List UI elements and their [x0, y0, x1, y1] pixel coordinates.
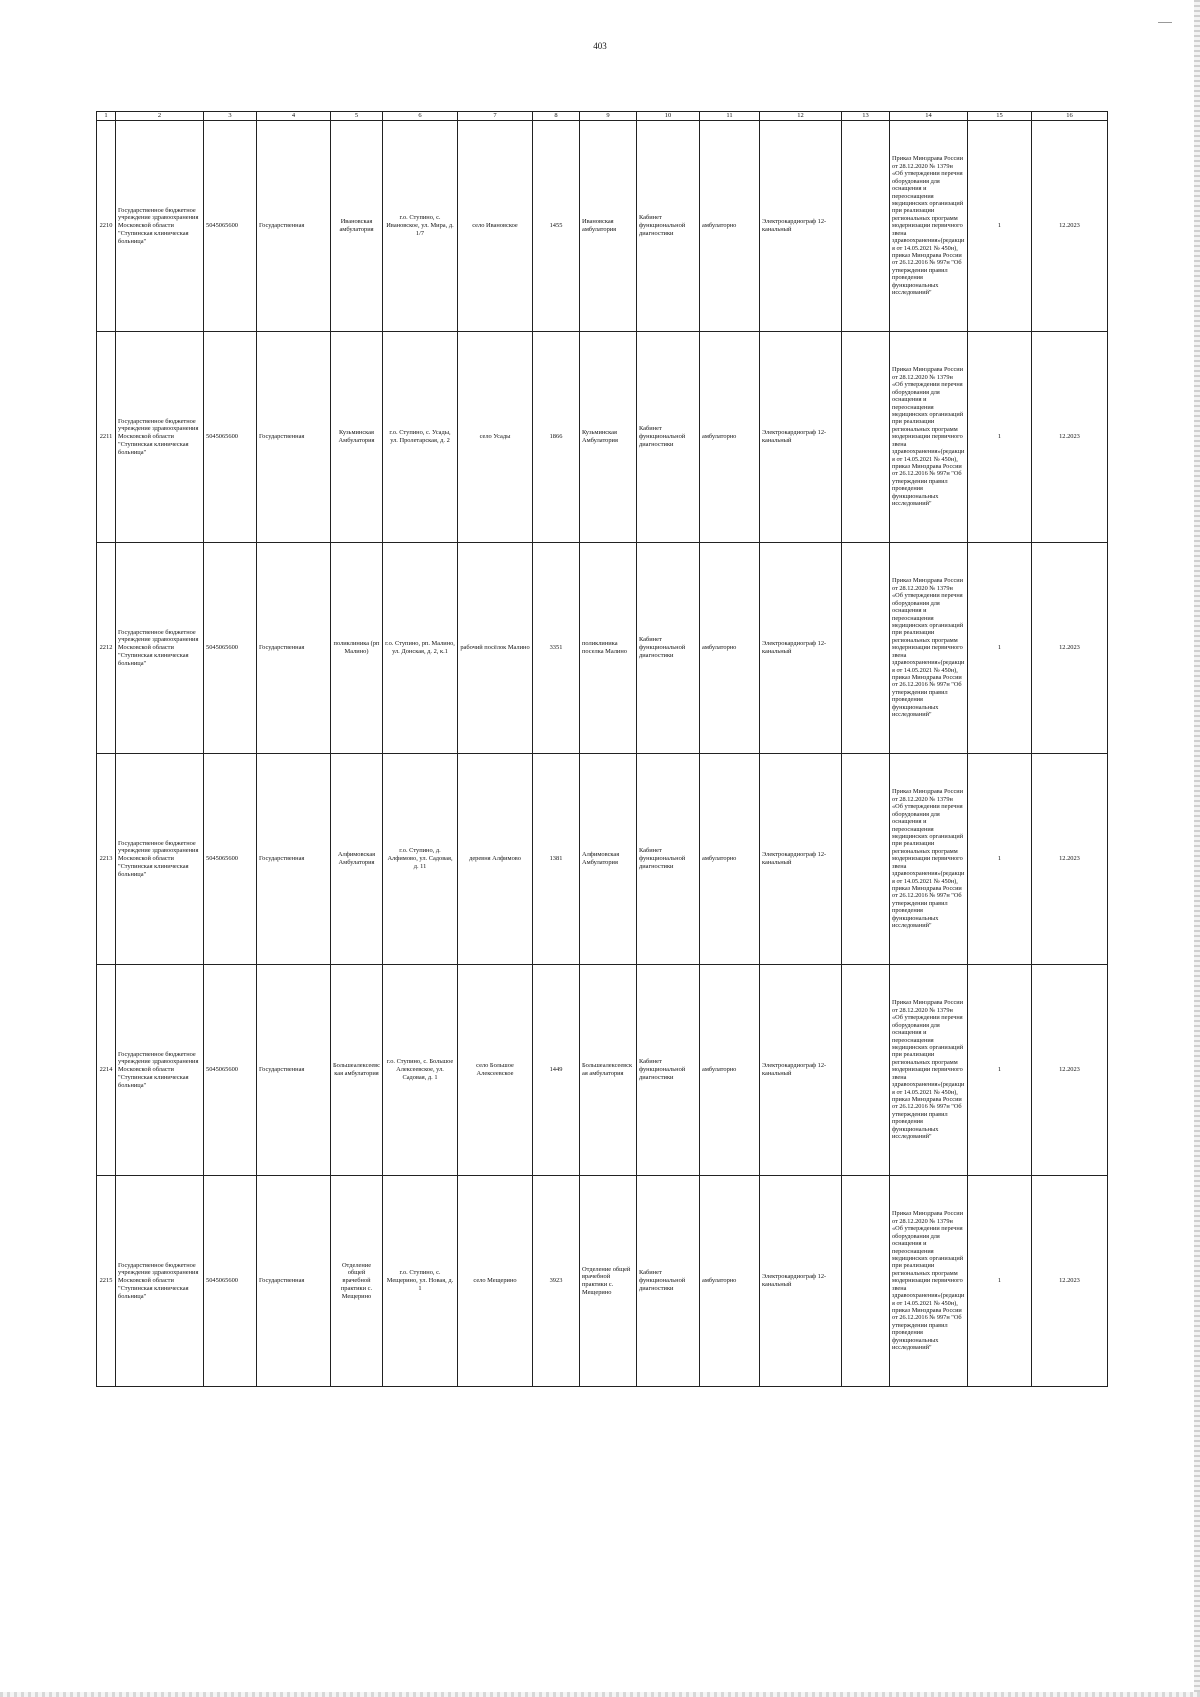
- inn-cell: 5045065600: [204, 965, 257, 1176]
- empty-cell: [842, 332, 890, 543]
- equipment-cell: Электрокардиограф 12-канальный: [760, 543, 842, 754]
- settlement-cell: село Мещерино: [458, 1176, 533, 1387]
- empty-cell: [842, 965, 890, 1176]
- population-cell: 3923: [533, 1176, 580, 1387]
- row-number-cell: 2215: [97, 1176, 116, 1387]
- scan-bottom-artifact: [0, 1692, 1200, 1697]
- ownership-cell: Государственная: [257, 965, 331, 1176]
- legal-basis-cell: Приказ Минздрава России от 28.12.2020 № 1379н «Об утверждении перечня оборудования для оснащения и переоснащения медицинских организаций при реализации региональных программ модернизации первичного звена здравоохранения»(редакция от 14.05.2021 № 450н), приказ Минздрава России от 26.12.2016 № 997н "Об утверждении правил проведения функциональных исследований": [890, 1176, 968, 1387]
- column-number-header: 7: [458, 112, 533, 121]
- equipment-cell: Электрокардиограф 12-канальный: [760, 332, 842, 543]
- column-number-header: 12: [760, 112, 842, 121]
- population-cell: 1449: [533, 965, 580, 1176]
- scan-edge-artifact: [1194, 0, 1200, 1697]
- address-cell: г.о. Ступино, рп. Малино, ул. Донская, д. 2, к.1: [383, 543, 458, 754]
- equipment-register-table: [96, 111, 1108, 1387]
- population-cell: 3351: [533, 543, 580, 754]
- table-row: [97, 543, 1108, 754]
- care-type-cell: амбулаторно: [700, 121, 760, 332]
- scan-corner-mark: [1158, 22, 1172, 23]
- population-cell: 1866: [533, 332, 580, 543]
- care-type-cell: амбулаторно: [700, 754, 760, 965]
- column-number-header: 14: [890, 112, 968, 121]
- column-number-header: 4: [257, 112, 331, 121]
- room-cell: Кабинет функциональной диагностики: [637, 543, 700, 754]
- settlement-cell: село Ивановское: [458, 121, 533, 332]
- unit-cell: Ивановская амбулатория: [331, 121, 383, 332]
- address-cell: г.о. Ступино, с. Ивановское, ул. Мира, д. 1/7: [383, 121, 458, 332]
- ownership-cell: Государственная: [257, 754, 331, 965]
- column-number-header: 13: [842, 112, 890, 121]
- subunit-cell: Отделение общей врачебной практики с. Мещерино: [580, 1176, 637, 1387]
- legal-basis-cell: Приказ Минздрава России от 28.12.2020 № 1379н «Об утверждении перечня оборудования для оснащения и переоснащения медицинских организаций при реализации региональных программ модернизации первичного звена здравоохранения»(редакция от 14.05.2021 № 450н), приказ Минздрава России от 26.12.2016 № 997н "Об утверждении правил проведения функциональных исследований": [890, 965, 968, 1176]
- column-number-header: 9: [580, 112, 637, 121]
- settlement-cell: деревня Алфимово: [458, 754, 533, 965]
- column-number-header: 15: [968, 112, 1032, 121]
- date-cell: 12.2023: [1032, 754, 1108, 965]
- legal-basis-cell: Приказ Минздрава России от 28.12.2020 № 1379н «Об утверждении перечня оборудования для оснащения и переоснащения медицинских организаций при реализации региональных программ модернизации первичного звена здравоохранения»(редакция от 14.05.2021 № 450н), приказ Минздрава России от 26.12.2016 № 997н "Об утверждении правил проведения функциональных исследований": [890, 332, 968, 543]
- settlement-cell: село Большое Алексеевское: [458, 965, 533, 1176]
- subunit-cell: Большеалексеевская амбулатория: [580, 965, 637, 1176]
- empty-cell: [842, 121, 890, 332]
- table-row: [97, 754, 1108, 965]
- equipment-cell: Электрокардиограф 12-канальный: [760, 965, 842, 1176]
- unit-cell: Большеалексеевская амбулатория: [331, 965, 383, 1176]
- date-cell: 12.2023: [1032, 543, 1108, 754]
- ownership-cell: Государственная: [257, 1176, 331, 1387]
- care-type-cell: амбулаторно: [700, 332, 760, 543]
- address-cell: г.о. Ступино, с. Мещерино, ул. Новая, д. 1: [383, 1176, 458, 1387]
- ownership-cell: Государственная: [257, 121, 331, 332]
- table-row: [97, 332, 1108, 543]
- empty-cell: [842, 1176, 890, 1387]
- settlement-cell: рабочий посёлок Малино: [458, 543, 533, 754]
- room-cell: Кабинет функциональной диагностики: [637, 1176, 700, 1387]
- inn-cell: 5045065600: [204, 1176, 257, 1387]
- quantity-cell: 1: [968, 1176, 1032, 1387]
- date-cell: 12.2023: [1032, 121, 1108, 332]
- table-row: [97, 1176, 1108, 1387]
- date-cell: 12.2023: [1032, 1176, 1108, 1387]
- unit-cell: Отделение общей врачебной практики с. Мещерино: [331, 1176, 383, 1387]
- equipment-cell: Электрокардиограф 12-канальный: [760, 1176, 842, 1387]
- ownership-cell: Государственная: [257, 332, 331, 543]
- inn-cell: 5045065600: [204, 754, 257, 965]
- unit-cell: поликлиника (рп Малино): [331, 543, 383, 754]
- subunit-cell: Алфимовская Амбулатория: [580, 754, 637, 965]
- row-number-cell: 2214: [97, 965, 116, 1176]
- legal-basis-cell: Приказ Минздрава России от 28.12.2020 № 1379н «Об утверждении перечня оборудования для оснащения и переоснащения медицинских организаций при реализации региональных программ модернизации первичного звена здравоохранения»(редакция от 14.05.2021 № 450н), приказ Минздрава России от 26.12.2016 № 997н "Об утверждении правил проведения функциональных исследований": [890, 754, 968, 965]
- column-number-header: 16: [1032, 112, 1108, 121]
- column-number-header: 1: [97, 112, 116, 121]
- date-cell: 12.2023: [1032, 332, 1108, 543]
- column-number-header: 5: [331, 112, 383, 121]
- quantity-cell: 1: [968, 543, 1032, 754]
- room-cell: Кабинет функциональной диагностики: [637, 121, 700, 332]
- table-body: [97, 121, 1108, 1387]
- address-cell: г.о. Ступино, д. Алфимово, ул. Садовая, д. 11: [383, 754, 458, 965]
- quantity-cell: 1: [968, 332, 1032, 543]
- organization-cell: Государственное бюджетное учреждение здравоохранения Московской области "Ступинская клиническая больница": [116, 121, 204, 332]
- population-cell: 1381: [533, 754, 580, 965]
- subunit-cell: Ивановская амбулатория: [580, 121, 637, 332]
- row-number-cell: 2212: [97, 543, 116, 754]
- page-number: 403: [593, 41, 607, 51]
- table-row: [97, 965, 1108, 1176]
- room-cell: Кабинет функциональной диагностики: [637, 332, 700, 543]
- settlement-cell: село Усады: [458, 332, 533, 543]
- ownership-cell: Государственная: [257, 543, 331, 754]
- column-number-header: 10: [637, 112, 700, 121]
- row-number-cell: 2211: [97, 332, 116, 543]
- legal-basis-cell: Приказ Минздрава России от 28.12.2020 № 1379н «Об утверждении перечня оборудования для оснащения и переоснащения медицинских организаций при реализации региональных программ модернизации первичного звена здравоохранения»(редакция от 14.05.2021 № 450н), приказ Минздрава России от 26.12.2016 № 997н "Об утверждении правил проведения функциональных исследований": [890, 121, 968, 332]
- care-type-cell: амбулаторно: [700, 965, 760, 1176]
- column-number-header: 6: [383, 112, 458, 121]
- organization-cell: Государственное бюджетное учреждение здравоохранения Московской области "Ступинская клиническая больница": [116, 1176, 204, 1387]
- quantity-cell: 1: [968, 754, 1032, 965]
- address-cell: г.о. Ступино, с. Усады, ул. Пролетарская, д. 2: [383, 332, 458, 543]
- unit-cell: Алфимовская Амбулатория: [331, 754, 383, 965]
- organization-cell: Государственное бюджетное учреждение здравоохранения Московской области "Ступинская клиническая больница": [116, 332, 204, 543]
- care-type-cell: амбулаторно: [700, 1176, 760, 1387]
- population-cell: 1455: [533, 121, 580, 332]
- subunit-cell: Кузьминская Амбулатория: [580, 332, 637, 543]
- column-number-header: 2: [116, 112, 204, 121]
- legal-basis-cell: Приказ Минздрава России от 28.12.2020 № 1379н «Об утверждении перечня оборудования для оснащения и переоснащения медицинских организаций при реализации региональных программ модернизации первичного звена здравоохранения»(редакция от 14.05.2021 № 450н), приказ Минздрава России от 26.12.2016 № 997н "Об утверждении правил проведения функциональных исследований": [890, 543, 968, 754]
- inn-cell: 5045065600: [204, 332, 257, 543]
- subunit-cell: поликлиника поселка Малино: [580, 543, 637, 754]
- organization-cell: Государственное бюджетное учреждение здравоохранения Московской области "Ступинская клиническая больница": [116, 965, 204, 1176]
- column-number-header: 3: [204, 112, 257, 121]
- quantity-cell: 1: [968, 965, 1032, 1176]
- address-cell: г.о. Ступино, с. Большое Алексеевское, ул. Садовая, д. 1: [383, 965, 458, 1176]
- inn-cell: 5045065600: [204, 543, 257, 754]
- empty-cell: [842, 543, 890, 754]
- column-number-header: 11: [700, 112, 760, 121]
- room-cell: Кабинет функциональной диагностики: [637, 754, 700, 965]
- organization-cell: Государственное бюджетное учреждение здравоохранения Московской области "Ступинская клиническая больница": [116, 754, 204, 965]
- empty-cell: [842, 754, 890, 965]
- room-cell: Кабинет функциональной диагностики: [637, 965, 700, 1176]
- quantity-cell: 1: [968, 121, 1032, 332]
- equipment-cell: Электрокардиограф 12-канальный: [760, 121, 842, 332]
- table-row: [97, 121, 1108, 332]
- organization-cell: Государственное бюджетное учреждение здравоохранения Московской области "Ступинская клиническая больница": [116, 543, 204, 754]
- column-number-row: [97, 112, 1108, 121]
- row-number-cell: 2213: [97, 754, 116, 965]
- date-cell: 12.2023: [1032, 965, 1108, 1176]
- column-number-header: 8: [533, 112, 580, 121]
- equipment-cell: Электрокардиограф 12-канальный: [760, 754, 842, 965]
- row-number-cell: 2210: [97, 121, 116, 332]
- care-type-cell: амбулаторно: [700, 543, 760, 754]
- unit-cell: Кузьминская Амбулатория: [331, 332, 383, 543]
- inn-cell: 5045065600: [204, 121, 257, 332]
